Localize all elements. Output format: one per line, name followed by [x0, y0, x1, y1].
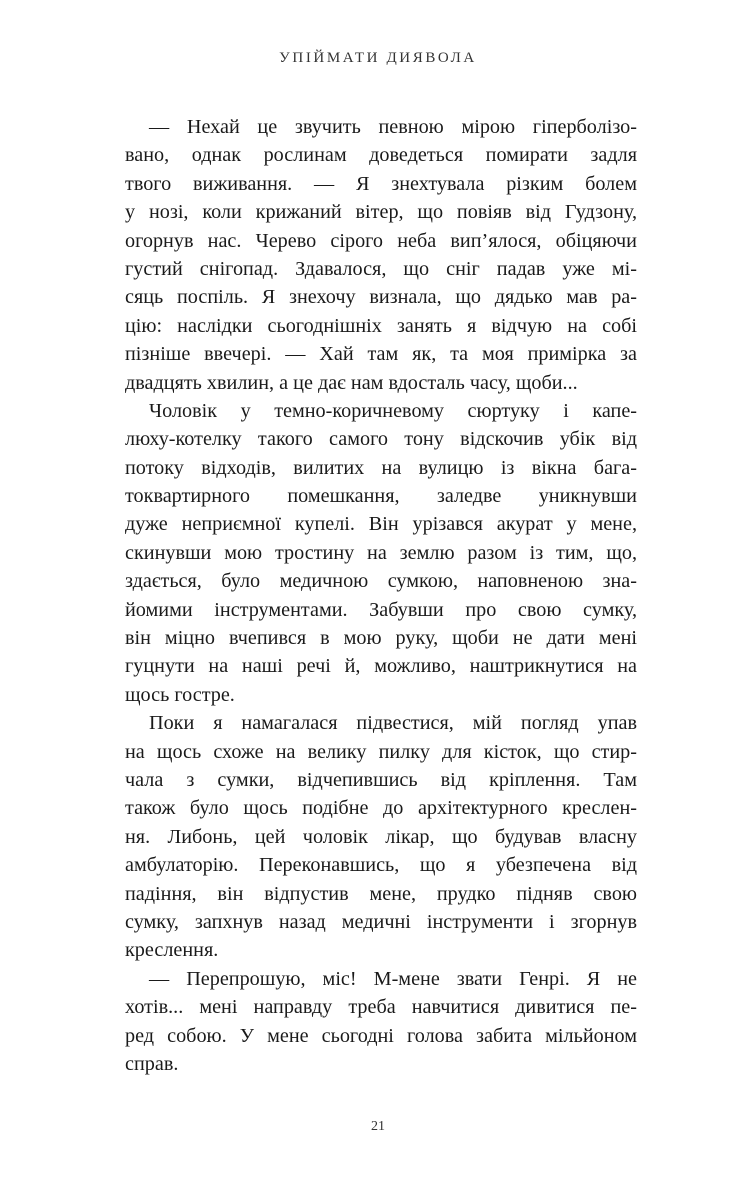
- paragraph: [125, 113, 637, 397]
- text-line: огорнув нас. Черево сірого неба вип’ялося, обіцяючи: [125, 229, 637, 252]
- text-line: він міцно вчепився в мою руку, щоби не дати мені: [125, 627, 637, 650]
- text-line: — Нехай це звучить певною мірою гіперболізо-: [149, 116, 637, 138]
- text-line: двадцять хвилин, а це дає нам вдосталь часу, щоби...: [125, 371, 578, 394]
- text-line: цію: наслідки сьогоднішніх занять я відчую на собі: [125, 314, 637, 337]
- text-line: потоку відходів, вилитих на вулицю із вікна бага-: [125, 456, 637, 479]
- text-line: дуже неприємної купелі. Він урізався акурат у мене,: [125, 513, 637, 536]
- text-line: — Перепрошую, міс! М-мене звати Генрі. Я не: [149, 967, 637, 990]
- text-line: вано, однак рослинам доведеться помирати задля: [125, 144, 637, 167]
- page-number: 21: [371, 1119, 385, 1134]
- text-line: на щось схоже на велику пилку для кісток, що стир-: [125, 740, 637, 763]
- text-line: твого виживання. — Я знехтувала різким болем: [125, 172, 637, 195]
- text-line: сяць поспіль. Я знехочу визнала, що дядько мав ра-: [125, 286, 637, 309]
- text-line: чала з сумки, відчепившись від кріплення. Там: [125, 768, 637, 791]
- running-title: УПІЙМАТИ ДИЯВОЛА: [279, 50, 477, 66]
- text-line: густий снігопад. Здавалося, що сніг падав уже мі-: [125, 257, 637, 280]
- paragraph: [125, 397, 637, 709]
- text-line: хотів... мені направду треба навчитися дивитися пе-: [125, 996, 637, 1019]
- text-line: Поки я намагалася підвестися, мій погляд упав: [149, 712, 637, 735]
- text-line: ред собою. У мене сьогодні голова забита мільйоном: [125, 1024, 637, 1047]
- text-line: скинувши мою тростину на землю разом із тим, що,: [125, 541, 637, 564]
- text-line: гуцнути на наші речі й, можливо, наштрикнутися на: [125, 655, 637, 678]
- text-line: ня. Либонь, цей чоловік лікар, що будував власну: [125, 825, 637, 848]
- paragraph: [125, 709, 637, 965]
- text-line: сумку, запхнув назад медичні інструменти і згорнув: [125, 910, 637, 933]
- text-line: справ.: [125, 1052, 179, 1075]
- text-line: пізніше ввечері. — Хай там як, та моя примірка за: [125, 343, 637, 366]
- text-line: здається, було медичною сумкою, наповненою зна-: [125, 570, 637, 593]
- text-line: люху-котелку такого самого тону відскочив убік від: [125, 428, 637, 451]
- text-line: падіння, він відпустив мене, прудко підняв свою: [125, 882, 637, 905]
- text-line: у нозі, коли крижаний вітер, що повіяв від Гудзону,: [125, 201, 637, 224]
- text-line: Чоловік у темно-коричневому сюртуку і капе-: [149, 399, 637, 422]
- text-line: токвартирного помешкання, заледве уникнувши: [125, 485, 637, 508]
- text-line: йомими інструментами. Забувши про свою сумку,: [125, 598, 637, 621]
- text-line: також було щось подібне до архітектурного креслен-: [125, 797, 637, 820]
- text-line: щось гостре.: [125, 683, 235, 706]
- text-line: креслення.: [125, 939, 219, 962]
- text-line: амбулаторію. Переконавшись, що я убезпечена від: [125, 854, 637, 877]
- paragraph: [125, 965, 637, 1079]
- page-body-text: [125, 113, 637, 1078]
